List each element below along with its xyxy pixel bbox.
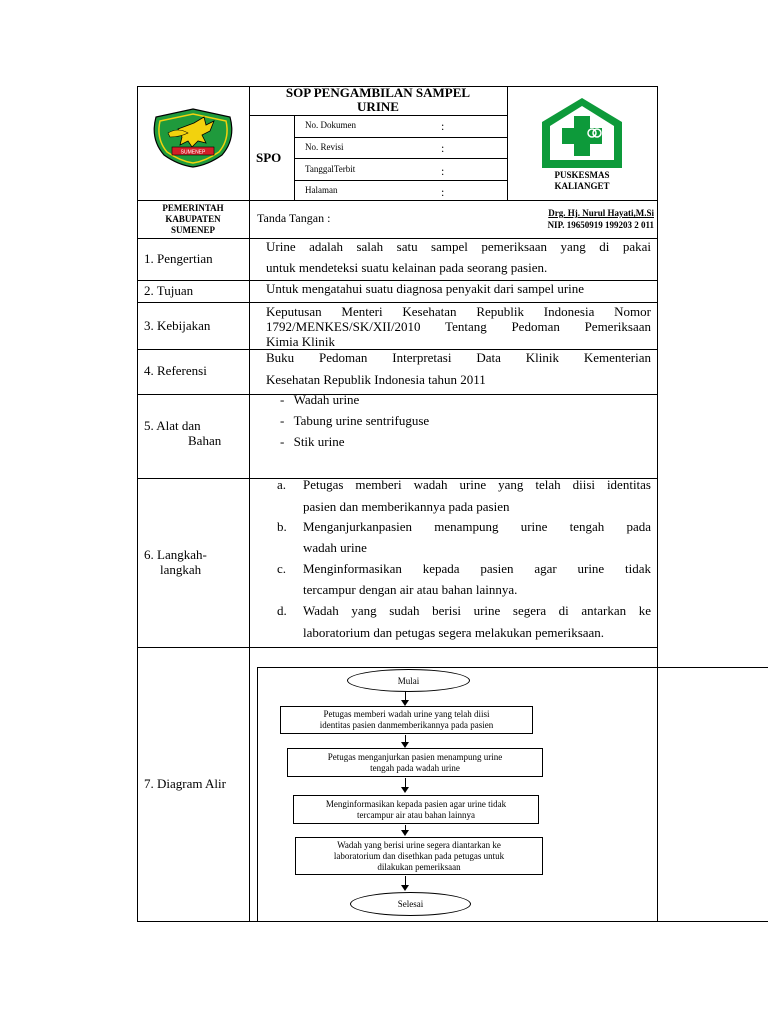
section-label-pengertian: 1. Pengertian (144, 251, 213, 266)
step-line: pasien dan memberikannya pada pasien (303, 499, 510, 514)
langkah-label-line-1: 6. Langkah- (144, 547, 207, 562)
flow-step-text: Wadah yang berisi urine segera diantarkan ke (337, 839, 501, 850)
referensi-line-2: Kesehatan Republik Indonesia tahun 2011 (266, 372, 486, 387)
flow-step-4 (295, 837, 543, 875)
step-marker: d. (277, 603, 287, 618)
tujuan-text: Untuk mengatahui suatu diagnosa penyakit dari sampel urine (266, 281, 585, 296)
flow-step-text: identitas pasien danmemberikannya pada pasien (319, 720, 494, 730)
step-line: tercampur dengan air atau bahan lainnya. (303, 582, 518, 597)
section-label-kebijakan: 3. Kebijakan (144, 318, 211, 333)
pengertian-line-1: Urine adalah salah satu sampel pemeriksaan yang di pakai (266, 239, 651, 254)
langkah-label-line-2: langkah (160, 562, 202, 577)
document-title (251, 86, 505, 114)
flow-arrowhead-icon (401, 787, 409, 793)
pengertian-line-2: untuk mendeteksi suatu kelainan pada seorang pasien. (266, 260, 548, 275)
alat-label-line-2: Bahan (188, 433, 222, 448)
alat-item: - Stik urine (280, 434, 345, 449)
doc-field-label: No. Dokumen (305, 120, 356, 130)
spo-label: SPO (256, 150, 282, 165)
kebijakan-line-3: Kimia Klinik (266, 334, 335, 349)
doc-field-label: TanggalTerbit (305, 164, 356, 174)
pemerintah-line-3: SUMENEP (170, 225, 215, 235)
doc-field-value: : (441, 185, 445, 199)
kebijakan-line-2: 1792/MENKES/SK/XII/2010 Tentang Pedoman Pemeriksaan (266, 319, 651, 334)
kabupaten-emblem-icon (148, 107, 238, 169)
puskesmas-name (509, 170, 655, 192)
signer-nip: NIP. 19650919 199203 2 011 (547, 220, 654, 230)
flow-arrowhead-icon (401, 830, 409, 836)
signer-name: Drg. Hj. Nurul Hayati,M.Si (548, 208, 654, 218)
kebijakan-line-1: Keputusan Menteri Kesehatan Republik Indonesia Nomor (266, 304, 651, 319)
flow-step-text: Petugas memberi wadah urine yang telah diisi (323, 709, 490, 719)
step-line: wadah urine (303, 540, 367, 555)
alat-item-text: Tabung urine sentrifuguse (293, 413, 430, 428)
alat-item: - Wadah urine (280, 392, 360, 407)
section-label-diagram: 7. Diagram Alir (144, 776, 226, 791)
flow-start: Mulai (347, 669, 470, 692)
doc-field-label: No. Revisi (305, 142, 344, 152)
flow-step-text: tercampur air atau bahan lainnya (357, 809, 475, 820)
title-line-2: URINE (357, 99, 399, 114)
doc-field-label: Halaman (305, 185, 338, 195)
flow-step-text: dilakukan pemeriksaan (377, 861, 461, 872)
pemerintah-line-2: KABUPATEN (165, 214, 221, 224)
step-marker: b. (277, 519, 287, 534)
flow-step-1 (280, 706, 533, 734)
flow-arrowhead-icon (401, 885, 409, 891)
pemerintah-label (139, 203, 247, 236)
section-label-tujuan: 2. Tujuan (144, 283, 194, 298)
puskesmas-line-1: PUSKESMAS (554, 170, 610, 180)
section-label-langkah (144, 547, 207, 577)
step-marker: c. (277, 561, 287, 576)
alat-item: - Tabung urine sentrifuguse (280, 413, 430, 428)
flow-end: Selesai (350, 892, 471, 916)
alat-item-text: Wadah urine (293, 392, 360, 407)
flow-step-2 (287, 748, 543, 777)
section-label-alat (144, 418, 221, 448)
step-line: laboratorium dan petugas segera melakukan pemeriksaan. (303, 625, 605, 640)
step-line: Menganjurkanpasien menampung urine tengah pada (303, 519, 651, 534)
puskesmas-logo-icon (540, 96, 624, 170)
flow-step-3 (293, 795, 539, 824)
alat-label-line-1: 5. Alat dan (144, 418, 201, 433)
doc-field-value: : (441, 164, 445, 178)
puskesmas-line-2: KALIANGET (554, 181, 610, 191)
step-line: Petugas memberi wadah urine yang telah diisi identitas (303, 477, 651, 492)
flow-step-text: laboratorium dan disethkan pada petugas untuk (333, 850, 505, 861)
title-line-1: SOP PENGAMBILAN SAMPEL (285, 85, 471, 100)
alat-item-text: Stik urine (293, 434, 345, 449)
flow-step-text: tengah pada wadah urine (370, 762, 460, 773)
step-line: Menginformasikan kepada pasien agar urine tidak (303, 561, 651, 576)
section-label-referensi: 4. Referensi (144, 363, 207, 378)
referensi-line-1: Buku Pedoman Interpretasi Data Klinik Kementerian (266, 350, 651, 365)
flow-step-text: Petugas menganjurkan pasien menampung urine (327, 751, 503, 762)
step-marker: a. (277, 477, 287, 492)
signature-label: Tanda Tangan : (257, 211, 331, 225)
flow-step-text: Menginformasikan kepada pasien agar urine tidak (325, 798, 507, 809)
pemerintah-line-1: PEMERINTAH (162, 203, 224, 213)
step-line: Wadah yang sudah berisi urine segera di antarkan ke (303, 603, 651, 618)
doc-field-value: : (441, 119, 445, 133)
doc-field-value: : (441, 141, 445, 155)
svg-text:SUMENEP: SUMENEP (180, 149, 206, 156)
